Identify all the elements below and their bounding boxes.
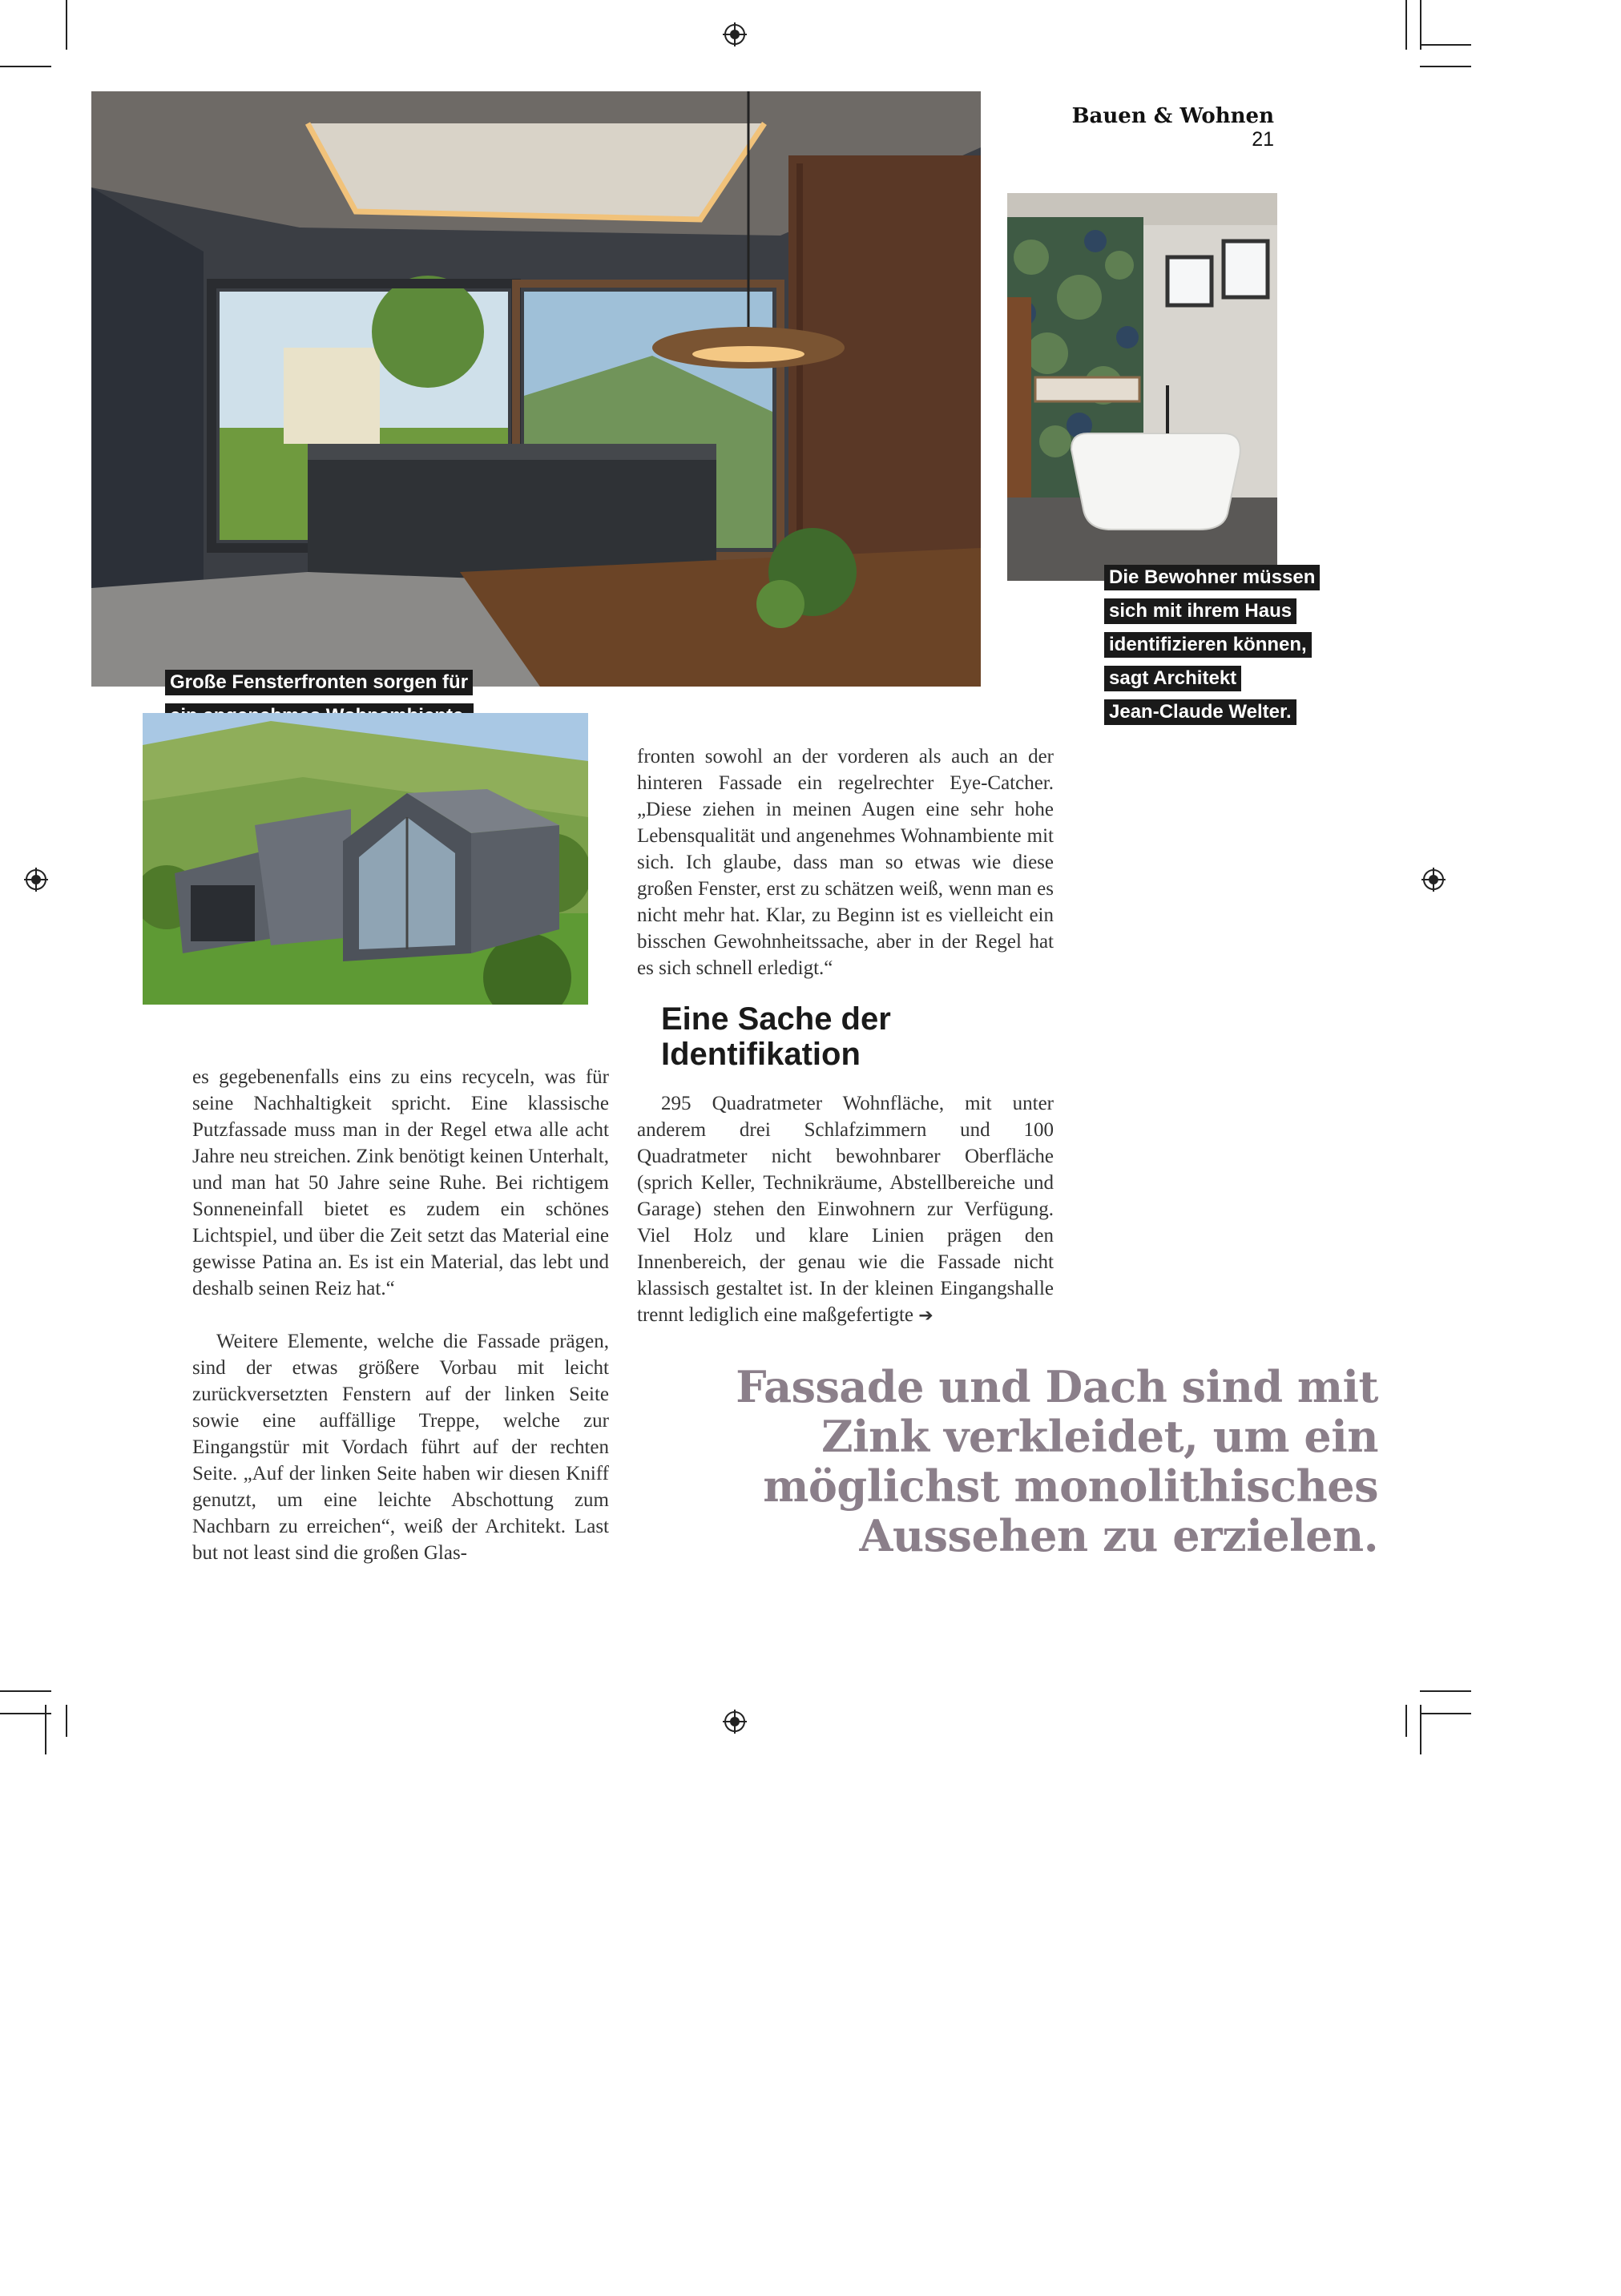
crop-mark xyxy=(1420,1705,1421,1754)
page-number: 21 xyxy=(1252,128,1274,151)
crop-mark xyxy=(66,1705,67,1737)
section-title: Bauen & Wohnen xyxy=(1071,104,1274,128)
registration-mark-icon xyxy=(723,22,747,46)
crop-mark xyxy=(1420,0,1421,50)
body-column-right-top xyxy=(637,743,1054,981)
pull-quote-line: Zink verkleidet, um ein xyxy=(821,1411,1378,1462)
caption-line: Die Bewohner müssen xyxy=(1104,565,1320,590)
crop-mark xyxy=(1420,1713,1471,1714)
pull-quote-line: Fassade und Dach sind mit xyxy=(736,1361,1378,1412)
pull-quote-line: Aussehen zu erzielen. xyxy=(859,1510,1378,1561)
caption-line: sagt Architekt xyxy=(1104,666,1241,691)
crop-mark xyxy=(45,1705,46,1754)
house-photo xyxy=(143,713,588,1005)
subheading: Eine Sache der Identifikation xyxy=(661,1001,891,1072)
crop-mark xyxy=(0,1690,51,1692)
crop-mark xyxy=(1405,1705,1407,1737)
crop-mark xyxy=(1405,0,1407,50)
registration-mark-icon xyxy=(723,1710,747,1734)
caption-line: Jean-Claude Welter. xyxy=(1104,699,1296,725)
kitchen-photo xyxy=(91,91,981,687)
crop-mark xyxy=(1420,1690,1471,1692)
paragraph: Weitere Elemente, welche die Fassade prägen, sind der etwas größere Vorbau mit leicht zurückversetzten Fenstern auf der linken Seite sowie eine auffällige Treppe, welche zur Eingangstür mit Vordach führt auf der rechten Seite. „Auf der linken Seite haben wir diesen Kniff genutzt, um eine leichte Abschottung zum Nachbarn zu erreichen“, weiß der Architekt. Last but not least sind die großen Glas- xyxy=(192,1331,609,1564)
caption-line: Große Fensterfronten sorgen für xyxy=(165,670,473,695)
crop-mark xyxy=(1420,66,1471,67)
registration-mark-icon xyxy=(1421,868,1446,892)
registration-mark-icon xyxy=(24,868,48,892)
paragraph: fronten sowohl an der vorderen als auch an der hinteren Fassade ein regelrechter Eye-Catcher. „Diese ziehen in meinen Augen eine sehr hohe Lebensqualität und angenehmes Wohnambiente mit sich. Ich glaube, dass man so etwas wie diese großen Fenster, erst zu schätzen weiß, wenn man es nicht mehr hat. Klar, zu Beginn ist es vielleicht ein bisschen Gewohnheitssache, aber in der Regel hat es sich schnell erledigt.“ xyxy=(637,746,1054,979)
caption-line: identifizieren können, xyxy=(1104,632,1312,658)
pull-quote-line: möglichst monolithisches xyxy=(763,1460,1378,1512)
pull-quote xyxy=(721,1362,1378,1561)
body-column-right-bottom xyxy=(637,1090,1054,1329)
paragraph: 295 Quadratmeter Wohnfläche, mit unter anderem drei Schlafzimmern und 100 Quadratmeter nicht bewohnbarer Oberfläche (sprich Keller, Technikräume, Abstellbereiche und Garage) stehen den Einwohnern zur Verfügung. Viel Holz und klare Linien prägen den Innenbereich, der genau wie die Fassade nicht klassisch gestaltet ist. In der kleinen Eingangshalle trennt lediglich eine maßgefertigte xyxy=(637,1093,1054,1326)
crop-mark xyxy=(0,1713,51,1714)
crop-mark xyxy=(0,66,51,67)
bathroom-photo xyxy=(1007,193,1277,581)
crop-mark xyxy=(1420,44,1471,46)
crop-mark xyxy=(66,0,67,50)
continue-arrow-icon: ➔ xyxy=(918,1306,933,1326)
body-column-left xyxy=(192,1064,609,1566)
paragraph: es gegebenenfalls eins zu eins recyceln, was für seine Nachhaltigkeit spricht. Eine klassische Putzfassade muss man in der Regel etwa alle acht Jahre neu streichen. Zink benötigt keinen Unterhalt, und man hat 50 Jahre seine Ruhe. Bei richtigem Sonneneinfall bietet es zudem ein schönes Lichtspiel, und über die Zeit setzt das Material eine gewisse Patina an. Es ist ein Material, das lebt und deshalb seinen Reiz hat.“ xyxy=(192,1066,609,1299)
caption-line: sich mit ihrem Haus xyxy=(1104,598,1296,624)
